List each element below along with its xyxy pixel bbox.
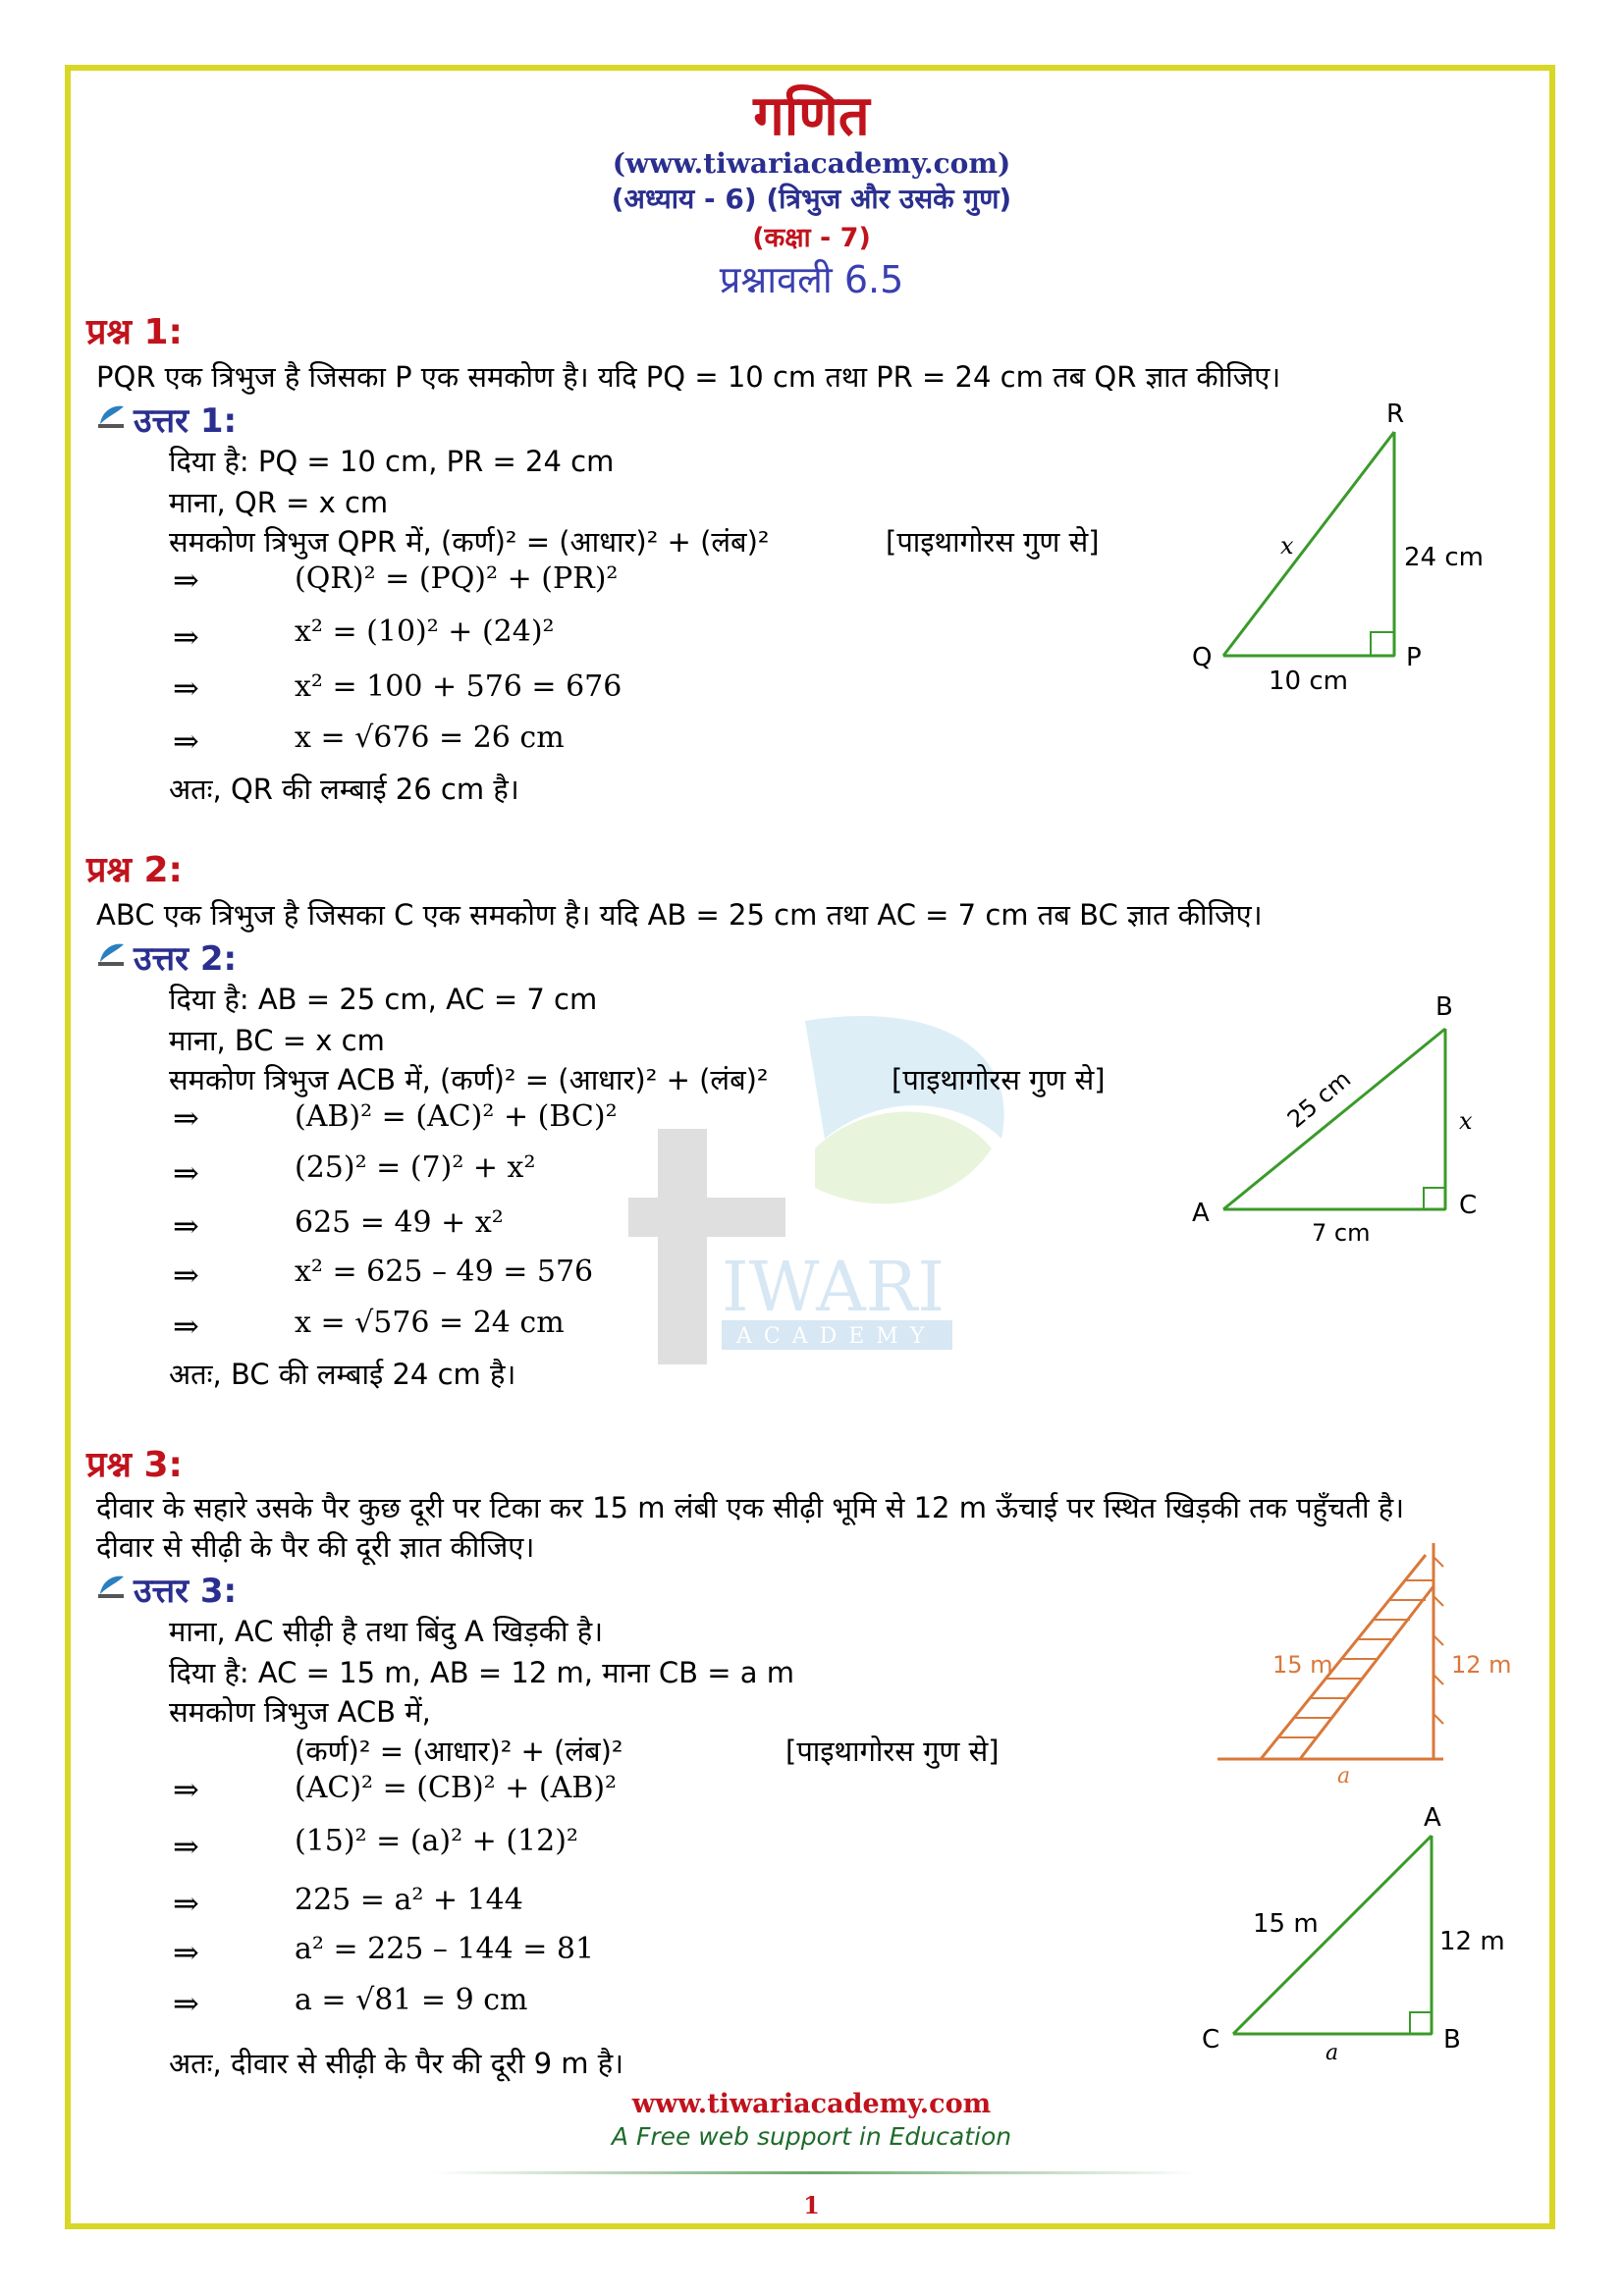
side-label: 12 m xyxy=(1451,1651,1512,1679)
answer-2-line: (25)² = (7)² + x² xyxy=(295,1150,536,1185)
answer-3-label: उत्तर 3: xyxy=(134,1572,238,1611)
implies-arrow: ⇒ xyxy=(173,1985,199,2022)
answer-2-line: माना, BC = x cm xyxy=(169,1024,385,1057)
implies-arrow: ⇒ xyxy=(173,1885,199,1922)
triangle-acb-figure xyxy=(1188,1802,1512,2067)
implies-arrow: ⇒ xyxy=(173,1308,199,1345)
exercise-heading: प्रश्नावली 6.5 xyxy=(719,258,904,301)
side-label: a xyxy=(1337,1764,1351,1789)
answer-1-line: x = √676 = 26 cm xyxy=(295,721,565,755)
answer-1-line: दिया है: PQ = 10 cm, PR = 24 cm xyxy=(169,445,615,478)
tiwari-logo-icon xyxy=(96,402,126,430)
tiwari-logo-icon xyxy=(96,1573,126,1600)
question-2-label: प्रश्न 2: xyxy=(86,850,183,890)
implies-arrow: ⇒ xyxy=(173,618,199,656)
question-2-text: ABC एक त्रिभुज है जिसका C एक समकोण है। यदि AB = 25 cm तथा AC = 7 cm तब BC ज्ञात कीजिए। xyxy=(96,898,1263,932)
ladder-figure xyxy=(1217,1537,1522,1792)
vertex-label: C xyxy=(1459,1191,1478,1220)
triangle-pqr-figure xyxy=(1178,393,1512,707)
side-label: 15 m xyxy=(1253,1909,1319,1939)
question-1-text: PQR एक त्रिभुज है जिसका P एक समकोण है। यदि PQ = 10 cm तथा PR = 24 cm तब QR ज्ञात कीजिए। xyxy=(96,360,1281,394)
side-label: x xyxy=(1280,532,1294,560)
watermark-text: IWARI xyxy=(722,1247,946,1327)
answer-3-line: (कर्ण)² = (आधार)² + (लंब)² xyxy=(295,1735,623,1768)
site-url: (www.tiwariacademy.com) xyxy=(612,147,1011,180)
implies-arrow: ⇒ xyxy=(173,1154,199,1192)
vertex-label: P xyxy=(1406,643,1422,672)
side-label: 25 cm xyxy=(1281,1065,1357,1134)
answer-3-line: माना, AC सीढ़ी है तथा बिंदु A खिड़की है। xyxy=(169,1615,604,1648)
class-heading: (कक्षा - 7) xyxy=(752,223,871,253)
tiwari-academy-watermark xyxy=(628,982,1041,1394)
question-1-label: प्रश्न 1: xyxy=(86,312,183,352)
watermark-subtext: ACADEMY xyxy=(736,1324,937,1349)
answer-2-line: समकोण त्रिभुज ACB में, (कर्ण)² = (आधार)² + (लंब)² xyxy=(169,1063,769,1096)
answer-2-line: (AB)² = (AC)² + (BC)² xyxy=(295,1099,618,1134)
triangle-abc-figure xyxy=(1178,982,1512,1256)
implies-arrow: ⇒ xyxy=(173,669,199,707)
answer-2-line: दिया है: AB = 25 cm, AC = 7 cm xyxy=(169,983,598,1016)
tiwari-logo-icon xyxy=(96,940,126,968)
side-label: 12 m xyxy=(1439,1927,1505,1956)
answer-2-line: x² = 625 – 49 = 576 xyxy=(295,1255,594,1289)
page-number: 1 xyxy=(803,2191,820,2219)
implies-arrow: ⇒ xyxy=(173,1934,199,1971)
side-label: 10 cm xyxy=(1269,667,1348,696)
answer-1-line: x² = 100 + 576 = 676 xyxy=(295,669,622,704)
vertex-label: Q xyxy=(1192,643,1213,672)
answer-3-line: (AC)² = (CB)² + (AB)² xyxy=(295,1771,618,1805)
side-label: 24 cm xyxy=(1404,543,1484,572)
implies-arrow: ⇒ xyxy=(173,1099,199,1137)
implies-arrow: ⇒ xyxy=(173,1256,199,1294)
side-label: 15 m xyxy=(1272,1651,1333,1679)
page-title: गणित xyxy=(753,84,870,148)
pythagoras-reason: [पाइथागोरस गुण से] xyxy=(892,1063,1106,1096)
question-3-text-line-1: दीवार के सहारे उसके पैर कुछ दूरी पर टिका कर 15 m लंबी एक सीढ़ी भूमि से 12 m ऊँचाई पर स्थित खिड़की तक पहुँचती है। xyxy=(96,1491,1405,1524)
implies-arrow: ⇒ xyxy=(173,1828,199,1865)
answer-1-line: माना, QR = x cm xyxy=(169,486,389,519)
implies-arrow: ⇒ xyxy=(173,1771,199,1808)
answer-3-line: समकोण त्रिभुज ACB में, xyxy=(169,1695,431,1729)
chapter-heading: (अध्याय - 6) (त्रिभुज और उसके गुण) xyxy=(611,183,1012,215)
implies-arrow: ⇒ xyxy=(173,722,199,760)
answer-3-line: (15)² = (a)² + (12)² xyxy=(295,1824,578,1858)
answer-3-line: 225 = a² + 144 xyxy=(295,1883,523,1917)
answer-2-conclusion: अतः, BC की लम्बाई 24 cm है। xyxy=(169,1358,516,1391)
implies-arrow: ⇒ xyxy=(173,1207,199,1245)
question-3-label: प्रश्न 3: xyxy=(86,1445,183,1485)
question-3-text-line-2: दीवार से सीढ़ी के पैर की दूरी ज्ञात कीजिए। xyxy=(96,1530,535,1564)
implies-arrow: ⇒ xyxy=(173,561,199,599)
answer-2-label: उत्तर 2: xyxy=(134,939,238,979)
footer-divider xyxy=(432,2171,1198,2174)
answer-1-line: x² = (10)² + (24)² xyxy=(295,614,555,649)
answer-1-line: समकोण त्रिभुज QPR में, (कर्ण)² = (आधार)² + (लंब)² xyxy=(169,525,770,559)
side-label: x xyxy=(1459,1107,1473,1135)
answer-3-line: a² = 225 – 144 = 81 xyxy=(295,1932,595,1966)
vertex-label: B xyxy=(1435,992,1453,1022)
answer-1-line: (QR)² = (PQ)² + (PR)² xyxy=(295,561,619,596)
side-label: a xyxy=(1325,2041,1339,2065)
answer-3-line: दिया है: AC = 15 m, AB = 12 m, माना CB = a m xyxy=(169,1656,795,1689)
footer-tagline: A Free web support in Education xyxy=(611,2122,1012,2151)
vertex-label: R xyxy=(1386,400,1405,429)
footer-site-link[interactable]: www.tiwariacademy.com xyxy=(631,2089,992,2119)
pythagoras-reason: [पाइथागोरस गुण से] xyxy=(785,1735,1000,1768)
answer-2-line: 625 = 49 + x² xyxy=(295,1205,504,1240)
vertex-label: A xyxy=(1424,1803,1441,1833)
answer-3-line: a = √81 = 9 cm xyxy=(295,1983,528,2017)
answer-1-label: उत्तर 1: xyxy=(134,401,238,441)
pythagoras-reason: [पाइथागोरस गुण से] xyxy=(886,525,1100,559)
side-label: 7 cm xyxy=(1312,1219,1371,1247)
answer-2-line: x = √576 = 24 cm xyxy=(295,1306,565,1340)
vertex-label: C xyxy=(1202,2025,1220,2055)
vertex-label: A xyxy=(1192,1199,1210,1228)
vertex-label: B xyxy=(1443,2025,1461,2055)
answer-1-conclusion: अतः, QR की लम्बाई 26 cm है। xyxy=(169,773,519,806)
answer-3-conclusion: अतः, दीवार से सीढ़ी के पैर की दूरी 9 m है। xyxy=(169,2047,624,2080)
